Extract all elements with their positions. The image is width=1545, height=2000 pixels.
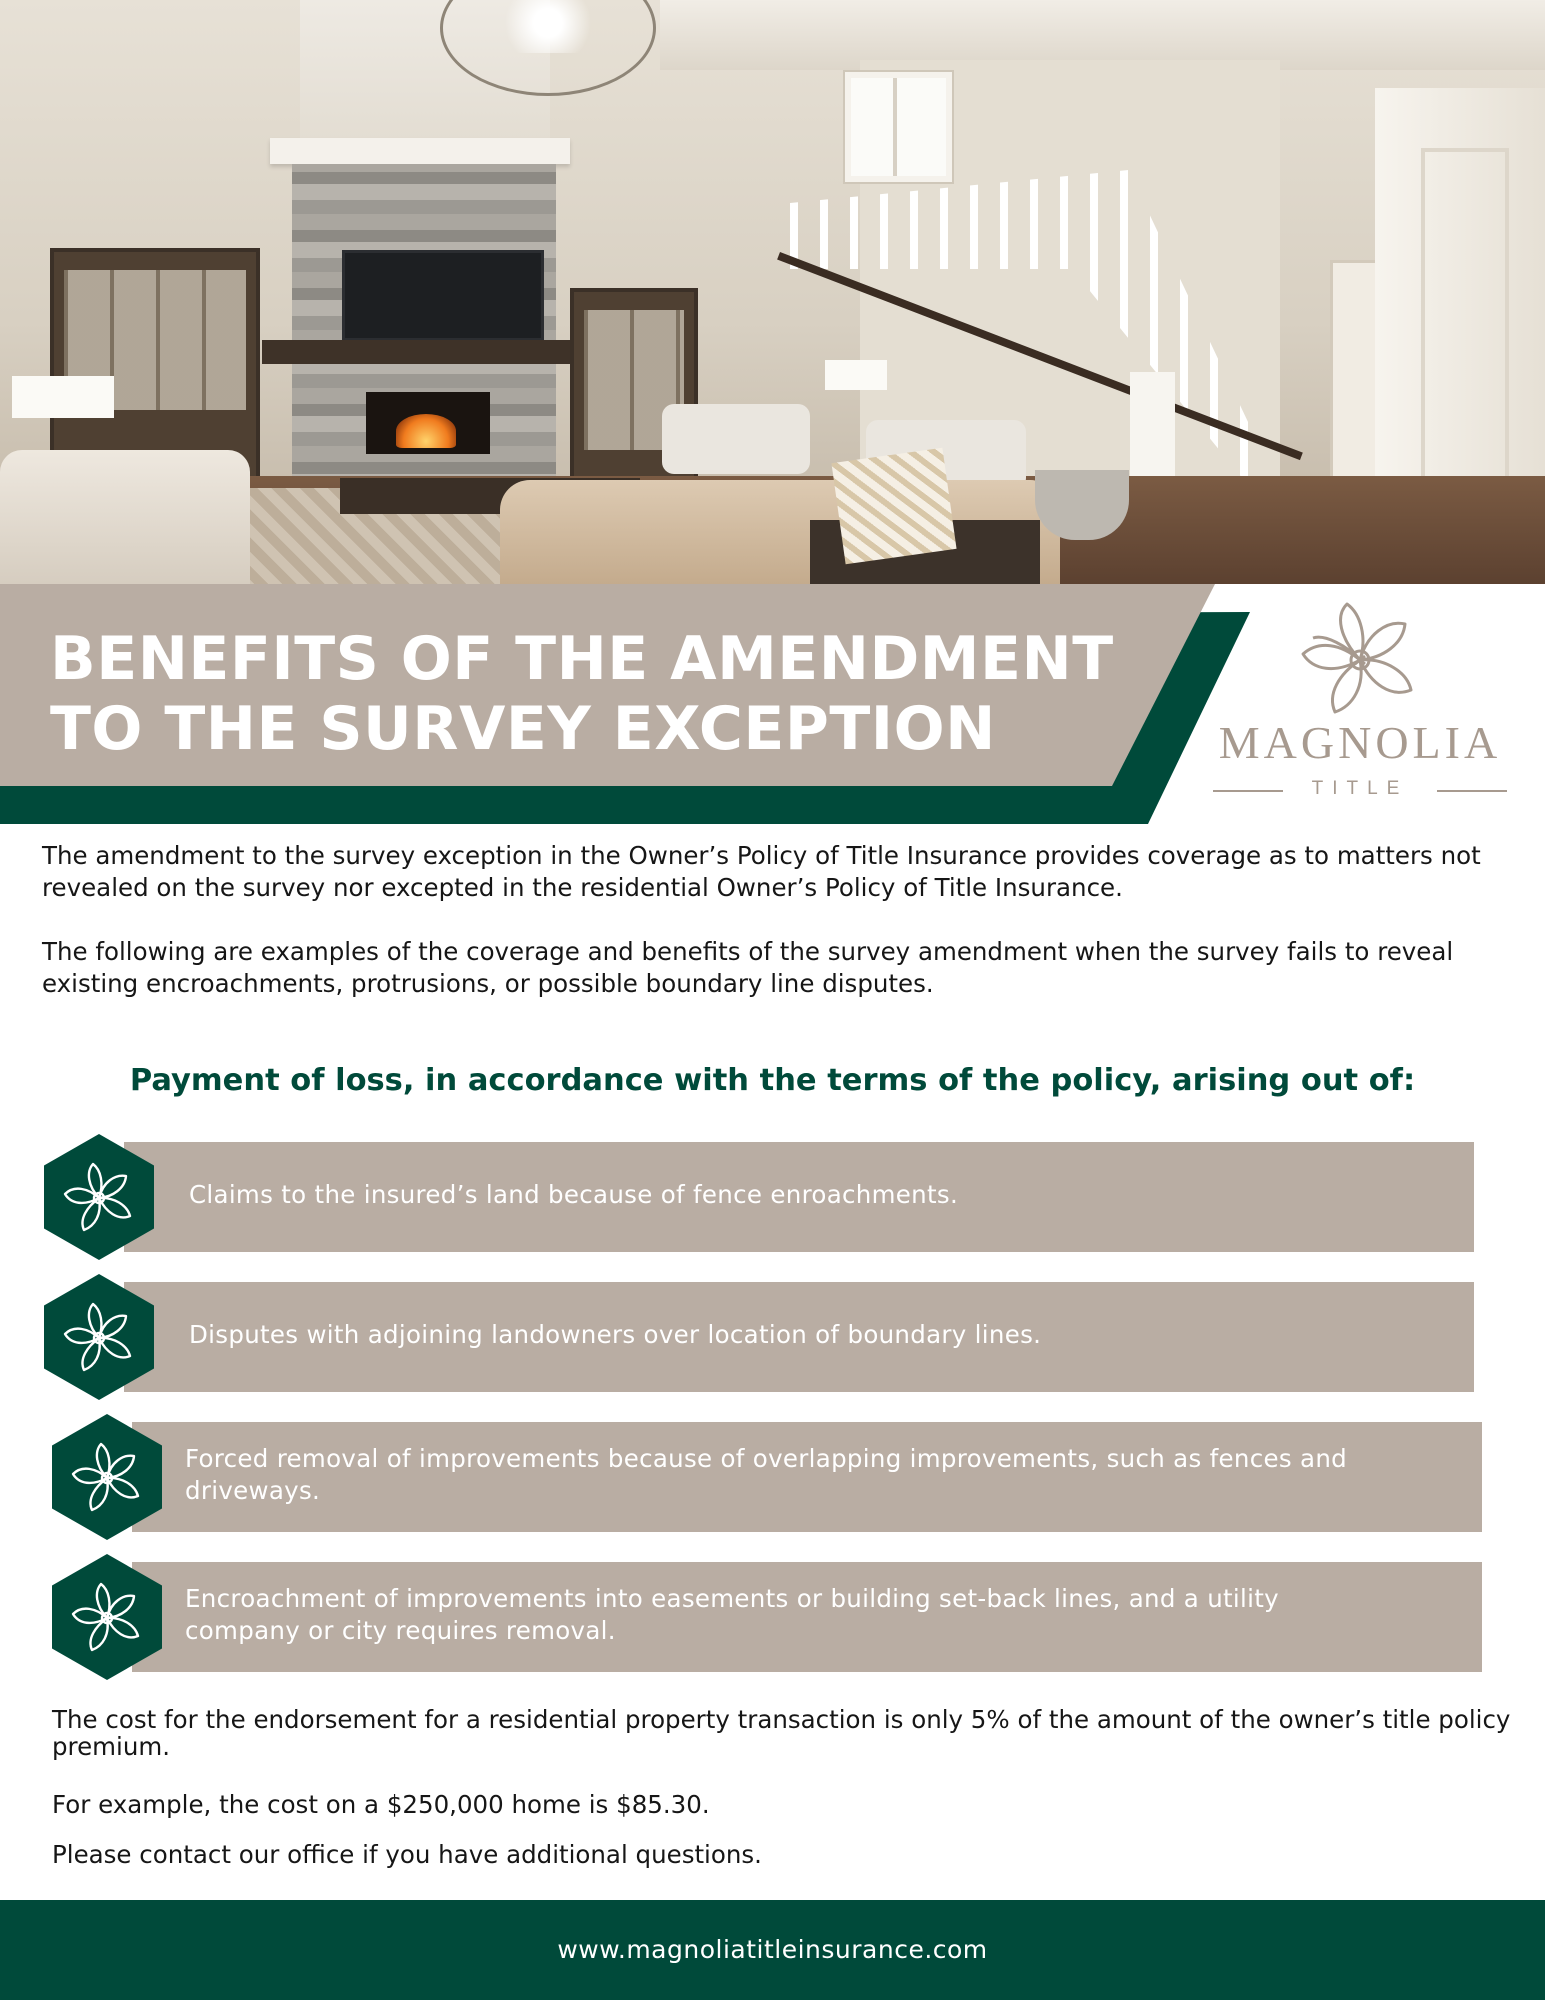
photo-lamp-small [825,360,887,390]
hero-photo-living-room [0,0,1545,584]
photo-sofa-left [0,450,250,584]
photo-lamp [12,376,114,418]
magnolia-flower-icon [70,1580,144,1654]
magnolia-flower-icon [70,1440,144,1514]
page-title-line-2: TO THE SURVEY EXCEPTION [50,694,996,764]
footer-website-link[interactable]: www.magnoliatitleinsurance.com [557,1935,988,1964]
benefit-item [52,1422,1482,1534]
cost-paragraph: The cost for the endorsement for a residential property transaction is only 5% of the amount of the owner’s title policy premium. [52,1705,1511,1761]
intro-paragraph-2: The following are examples of the coverage and benefits of the survey amendment when the survey fails to reveal existing encroachments, protrusions, or possible boundary line disputes. [42,937,1454,998]
logo-tagline-row [1205,778,1515,804]
magnolia-flower-icon [62,1300,136,1374]
page-title [50,624,1150,764]
photo-mantel [262,340,592,364]
photo-fire [366,392,490,454]
benefit-text: Forced removal of improvements because of overlapping improvements, such as fences and driveways. [185,1444,1348,1505]
photo-armchair-left [662,404,810,474]
section-heading: Payment of loss, in accordance with the terms of the policy, arising out of: [129,1063,1416,1098]
logo-tagline: TITLE [1311,778,1409,799]
photo-tv [342,250,544,341]
contact-note: Please contact our office if you have additional questions. [52,1840,762,1869]
benefit-item [52,1562,1482,1674]
benefit-text: Claims to the insured’s land because of fence enroachments. [189,1180,959,1209]
magnolia-flower-icon [1295,598,1425,718]
logo-wordmark: MAGNOLIA [1218,717,1502,768]
photo-planter [1035,470,1129,540]
photo-mantel-top [270,138,570,164]
logo-rule-right [1437,790,1507,792]
magnolia-title-logo [1205,598,1515,808]
photo-lantern [831,448,956,565]
benefit-item [44,1142,1474,1254]
benefit-item [44,1282,1474,1394]
benefit-text: Encroachment of improvements into easements or building set-back lines, and a utility company or city requires removal. [185,1584,1279,1645]
magnolia-flower-icon [62,1160,136,1234]
intro-paragraph-1: The amendment to the survey exception in the Owner’s Policy of Title Insurance provides coverage as to matters not revealed on the survey nor excepted in the residential Owner’s Policy of Title Insurance. [42,841,1481,902]
page-title-line-1: BENEFITS OF THE AMENDMENT [50,624,1114,694]
cost-example: For example, the cost on a $250,000 home is $85.30. [52,1790,710,1819]
footer [0,1900,1545,2000]
benefit-text: Disputes with adjoining landowners over location of boundary lines. [189,1320,1042,1349]
photo-window [845,72,952,182]
